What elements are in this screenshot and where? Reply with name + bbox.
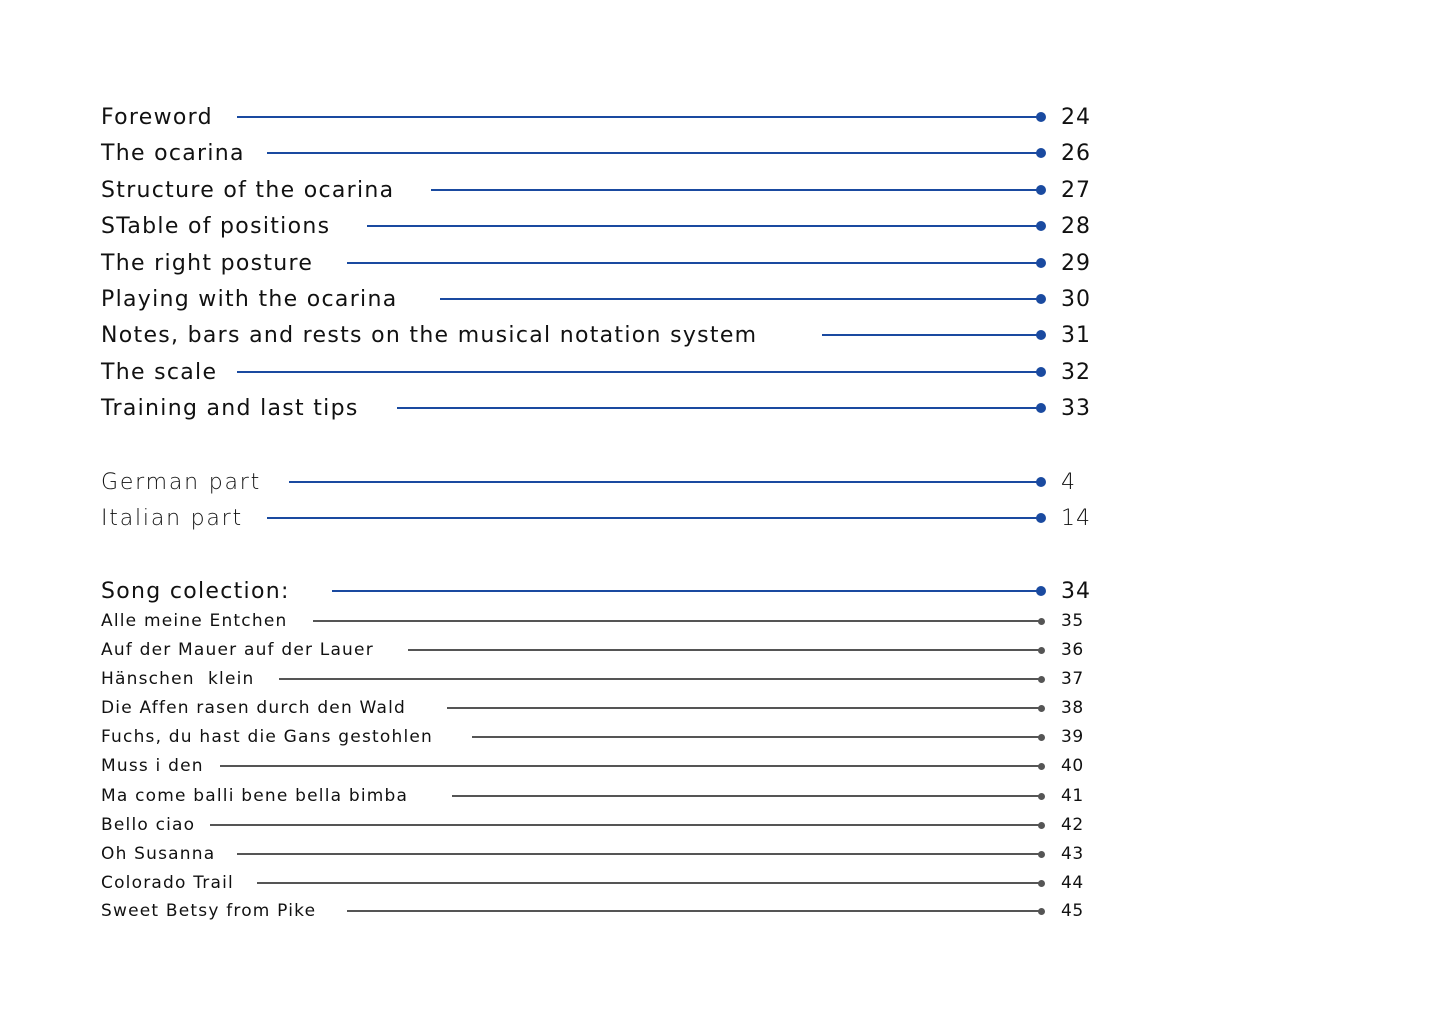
page-number: 28 bbox=[1061, 213, 1091, 239]
toc-entry[interactable] bbox=[101, 319, 1101, 351]
toc-entry-title: Bello ciao bbox=[101, 815, 196, 835]
page-number: 45 bbox=[1061, 901, 1084, 921]
page-number: 4 bbox=[1061, 469, 1076, 495]
toc-song-entry[interactable] bbox=[101, 721, 1101, 753]
leader-dot-icon bbox=[1038, 851, 1045, 858]
toc-entry-title: Die Affen rasen durch den Wald bbox=[101, 698, 406, 718]
toc-entry-title: Ma come balli bene bella bimba bbox=[101, 786, 409, 806]
leader-dot-icon bbox=[1036, 185, 1046, 195]
toc-song-entry[interactable] bbox=[101, 780, 1101, 812]
toc-song-entry[interactable] bbox=[101, 895, 1101, 927]
page-number: 37 bbox=[1061, 669, 1084, 689]
leader-dot-icon bbox=[1036, 112, 1046, 122]
leader-line bbox=[452, 795, 1040, 797]
toc-entry-title: Alle meine Entchen bbox=[101, 611, 288, 631]
leader-line bbox=[267, 517, 1040, 519]
toc-song-entry[interactable] bbox=[101, 750, 1101, 782]
toc-entry-title: STable of positions bbox=[101, 213, 331, 239]
page-number: 30 bbox=[1061, 286, 1091, 312]
leader-dot-icon bbox=[1038, 908, 1045, 915]
leader-dot-icon bbox=[1038, 647, 1045, 654]
toc-entry-title: Foreword bbox=[101, 104, 213, 130]
page-number: 34 bbox=[1061, 578, 1091, 604]
toc-entry-title: The right posture bbox=[101, 250, 314, 276]
leader-line bbox=[237, 853, 1040, 855]
toc-entry-title: Auf der Mauer auf der Lauer bbox=[101, 640, 374, 660]
leader-dot-icon bbox=[1038, 822, 1045, 829]
toc-song-entry[interactable] bbox=[101, 605, 1101, 637]
toc-entry-title: Training and last tips bbox=[101, 395, 359, 421]
leader-dot-icon bbox=[1036, 221, 1046, 231]
leader-line bbox=[397, 407, 1040, 409]
toc-part-entry[interactable] bbox=[101, 466, 1101, 498]
page-number: 27 bbox=[1061, 177, 1091, 203]
page-number: 38 bbox=[1061, 698, 1084, 718]
leader-dot-icon bbox=[1038, 705, 1045, 712]
toc-part-entry[interactable] bbox=[101, 502, 1101, 534]
toc-entry[interactable] bbox=[101, 101, 1101, 133]
toc-entry[interactable] bbox=[101, 392, 1101, 424]
leader-dot-icon bbox=[1036, 477, 1046, 487]
leader-line bbox=[257, 882, 1040, 884]
toc-entry-title: The ocarina bbox=[101, 140, 245, 166]
page-number: 33 bbox=[1061, 395, 1091, 421]
leader-line bbox=[440, 298, 1040, 300]
page-number: 26 bbox=[1061, 140, 1091, 166]
leader-dot-icon bbox=[1036, 367, 1046, 377]
toc-entry[interactable] bbox=[101, 210, 1101, 242]
leader-line bbox=[367, 225, 1040, 227]
leader-line bbox=[408, 649, 1040, 651]
leader-line bbox=[447, 707, 1040, 709]
leader-line bbox=[347, 910, 1040, 912]
toc-entry-title: Structure of the ocarina bbox=[101, 177, 395, 203]
leader-dot-icon bbox=[1038, 734, 1045, 741]
leader-dot-icon bbox=[1036, 258, 1046, 268]
leader-dot-icon bbox=[1036, 330, 1046, 340]
toc-entry-title: Fuchs, du hast die Gans gestohlen bbox=[101, 727, 434, 747]
page-number: 32 bbox=[1061, 359, 1091, 385]
leader-line bbox=[822, 334, 1040, 336]
toc-song-entry[interactable] bbox=[101, 838, 1101, 870]
leader-line bbox=[210, 824, 1040, 826]
page-number: 24 bbox=[1061, 104, 1091, 130]
leader-line bbox=[220, 765, 1040, 767]
toc-entry-title: Sweet Betsy from Pike bbox=[101, 901, 317, 921]
leader-line bbox=[267, 152, 1040, 154]
leader-dot-icon bbox=[1036, 586, 1046, 596]
toc-entry-title: Italian part bbox=[101, 505, 243, 531]
page-number: 31 bbox=[1061, 322, 1091, 348]
leader-line bbox=[313, 620, 1040, 622]
page-number: 40 bbox=[1061, 756, 1084, 776]
toc-entry-title: Oh Susanna bbox=[101, 844, 216, 864]
page-number: 29 bbox=[1061, 250, 1091, 276]
leader-line bbox=[332, 590, 1040, 592]
leader-dot-icon bbox=[1036, 513, 1046, 523]
page-number: 44 bbox=[1061, 873, 1084, 893]
leader-dot-icon bbox=[1036, 148, 1046, 158]
leader-dot-icon bbox=[1036, 294, 1046, 304]
toc-entry[interactable] bbox=[101, 137, 1101, 169]
toc-entry-title: Muss i den bbox=[101, 756, 204, 776]
leader-line bbox=[237, 116, 1040, 118]
leader-line bbox=[279, 678, 1040, 680]
page-number: 35 bbox=[1061, 611, 1084, 631]
leader-dot-icon bbox=[1036, 403, 1046, 413]
toc-entry[interactable] bbox=[101, 247, 1101, 279]
toc-entry-title: Colorado Trail bbox=[101, 873, 234, 893]
page-number: 36 bbox=[1061, 640, 1084, 660]
leader-dot-icon bbox=[1038, 880, 1045, 887]
toc-song-entry[interactable] bbox=[101, 634, 1101, 666]
toc-entry-title: German part bbox=[101, 469, 262, 495]
leader-line bbox=[472, 736, 1040, 738]
toc-entry[interactable] bbox=[101, 356, 1101, 388]
page-number: 14 bbox=[1061, 505, 1091, 531]
leader-dot-icon bbox=[1038, 793, 1045, 800]
page-number: 43 bbox=[1061, 844, 1084, 864]
toc-song-entry[interactable] bbox=[101, 663, 1101, 695]
leader-line bbox=[347, 262, 1040, 264]
page-number: 39 bbox=[1061, 727, 1084, 747]
leader-dot-icon bbox=[1038, 618, 1045, 625]
toc-entry-title: Hänschen klein bbox=[101, 669, 255, 689]
toc-song-collection[interactable] bbox=[101, 575, 1101, 607]
leader-line bbox=[431, 189, 1040, 191]
toc-song-entry[interactable] bbox=[101, 692, 1101, 724]
toc-song-entry[interactable] bbox=[101, 809, 1101, 841]
toc-entry[interactable] bbox=[101, 174, 1101, 206]
toc-entry[interactable] bbox=[101, 283, 1101, 315]
leader-line bbox=[289, 481, 1040, 483]
toc-entry-title: Song colection: bbox=[101, 578, 290, 604]
leader-dot-icon bbox=[1038, 763, 1045, 770]
leader-line bbox=[237, 371, 1040, 373]
leader-dot-icon bbox=[1038, 676, 1045, 683]
page-number: 42 bbox=[1061, 815, 1084, 835]
page-number: 41 bbox=[1061, 786, 1084, 806]
toc-entry-title: Notes, bars and rests on the musical notation system bbox=[101, 322, 758, 348]
toc-entry-title: The scale bbox=[101, 359, 218, 385]
toc-entry-title: Playing with the ocarina bbox=[101, 286, 398, 312]
